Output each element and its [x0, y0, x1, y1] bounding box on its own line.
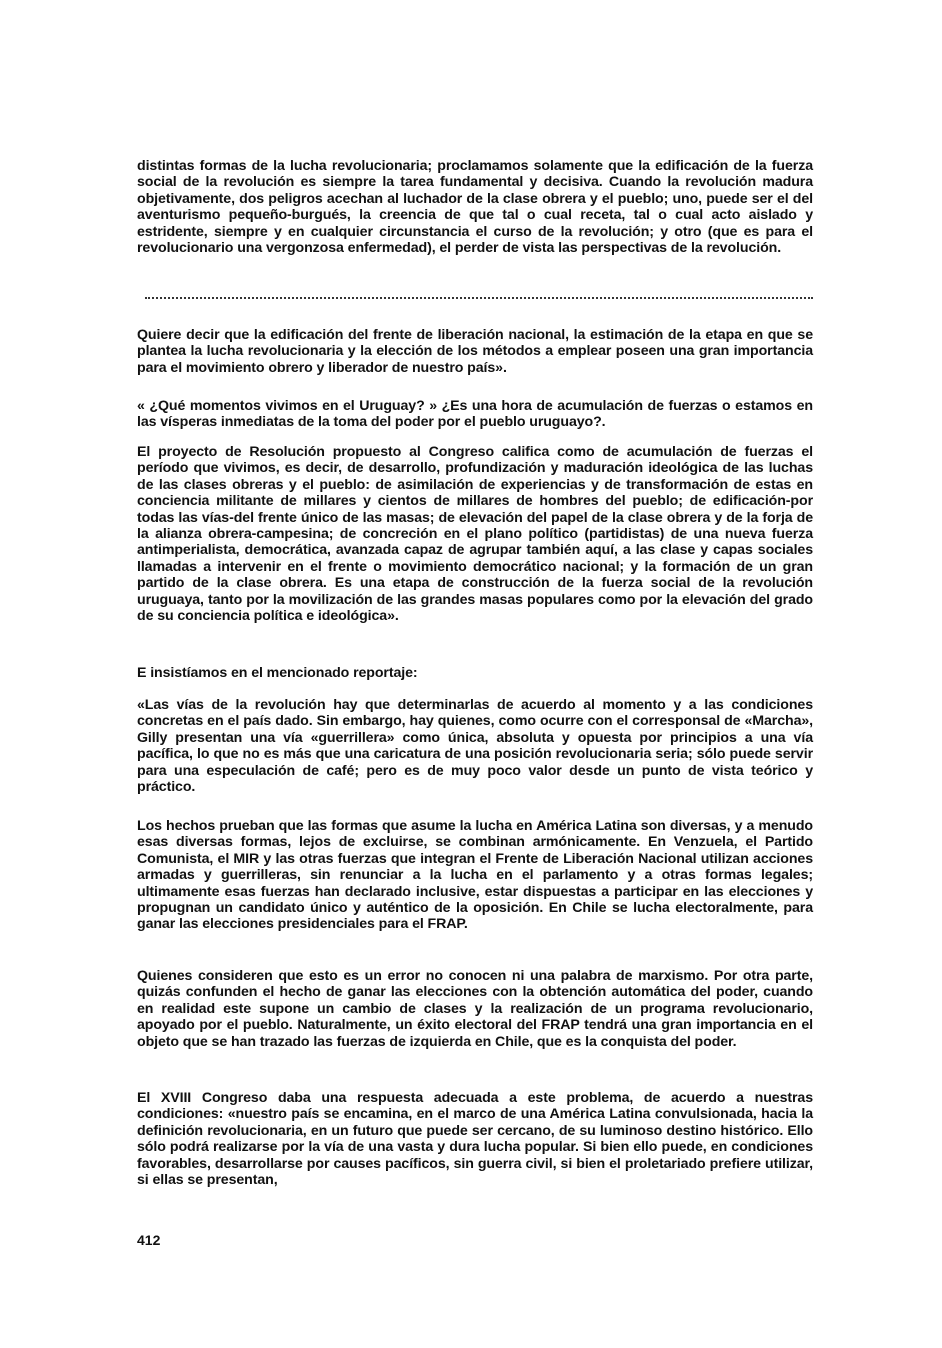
- paragraph-5: E insistíamos en el mencionado reportaje:: [137, 665, 418, 681]
- paragraph-2: Quiere decir que la edificación del frente de liberación nacional, la estimación de la etapa en que se plantea la lucha revolucionaria y la elección de los métodos a emplear poseen una gran importancia para el movimiento obrero y liberador de nuestro país».: [137, 327, 813, 376]
- paragraph-6: «Las vías de la revolución hay que determinarlas de acuerdo al momento y a las condiciones concretas en el país dado. Sin embargo, hay quienes, como ocurre con el corresponsal de «Marcha», Gilly presentan una vía «guerrillera» como única, absoluta y opuesta por principios a una vía pacífica, lo que no es más que una caricatura de una posición revolucionaria seria; sólo puede servir para una especulación de café; pero es de muy poco valor desde un punto de vista teórico y práctico.: [137, 697, 813, 796]
- paragraph-4: El proyecto de Resolución propuesto al Congreso califica como de acumulación de fuerzas el período que vivimos, es decir, de desarrollo, profundización y maduración ideológica de las luchas de las clases obreras y el pueblo: de asimilación de experiencias y de transformación de estas en conciencia militante de millares y cientos de millares de hombres del pueblo; de edificación-por todas las vías-del frente único de las masas; de elevación del papel de la clase obrera y de la forja de la alianza obrera-campesina; de concreción en el plano político (partidistas) de una nueva fuerza antimperialista, democrática, avanzada capaz de agrupar también aquí, a las clase y capas sociales llamadas a intervenir en el frente o movimiento democrático nacional; y la formación de un gran partido de la clase obrera. Es una etapa de construcción de la fuerza social de la revolución uruguaya, tanto por la movilización de las grandes masas populares como por la elevación del grado de su conciencia política e ideológica».: [137, 444, 813, 625]
- paragraph-8: Quienes consideren que esto es un error no conocen ni una palabra de marxismo. Por otra parte, quizás confunden el hecho de ganar las elecciones con la obtención automática del poder, cuando en realidad este supone un cambio de clases y la realización de un programa revolucionario, apoyado por el pueblo. Naturalmente, un éxito electoral del FRAP tendrá una gran importancia en el objeto que se han trazado las fuerzas de izquierda en Chile, que es la conquista del poder.: [137, 968, 813, 1050]
- paragraph-7: Los hechos prueban que las formas que asume la lucha en América Latina son diversas, y a menudo esas diversas formas, lejos de excluirse, se combinan armónicamente. En Venzuela, el Partido Comunista, el MIR y las otras fuerzas que integran el Frente de Liberación Nacional utilizan acciones armadas y guerrilleras, sin renunciar a la lucha en el parlamento y a otras formas legales; ultimamente esas fuerzas han declarado inclusive, estar dispuestas a participar en las elecciones y propugnan un candidato único y auténtico de la oposición. En Chile se lucha electoralmente, para ganar las elecciones presidenciales para el FRAP.: [137, 818, 813, 933]
- paragraph-1: distintas formas de la lucha revolucionaria; proclamamos solamente que la edificación de la fuerza social de la revolución es siempre la tarea fundamental y decisiva. Cuando la revolución madura objetivamente, dos peligros acechan al luchador de la clase obrera y el pueblo; uno, puede ser el del aventurismo pequeño-burgués, la creencia de que tal o cual receta, tal o cual acto aislado y estridente, siempre y en cualquier circunstancia el curso de la revolución; y otro (que es para el revolucionario una vergonzosa enfermedad), el perder de vista las perspectivas de la revolución.: [137, 158, 813, 257]
- page-number: 412: [137, 1232, 161, 1248]
- paragraph-3: « ¿Qué momentos vivimos en el Uruguay? » ¿Es una hora de acumulación de fuerzas o estamos en las vísperas inmediatas de la toma del poder por el pueblo uruguayo?.: [137, 398, 813, 431]
- dotted-separator: [145, 297, 813, 299]
- paragraph-9: El XVIII Congreso daba una respuesta adecuada a este problema, de acuerdo a nuestras condiciones: «nuestro país se encamina, en el marco de una América Latina convulsionada, hacia la definición revolucionaria, en un futuro que puede ser cercano, de su luminoso destino histórico. Ello sólo podrá realizarse por la vía de una vasta y dura lucha popular. Si bien ello puede, en condiciones favorables, desarrollarse por causes pacíficos, sin guerra civil, si bien el proletariado prefiere utilizar, si ellas se presentan,: [137, 1090, 813, 1189]
